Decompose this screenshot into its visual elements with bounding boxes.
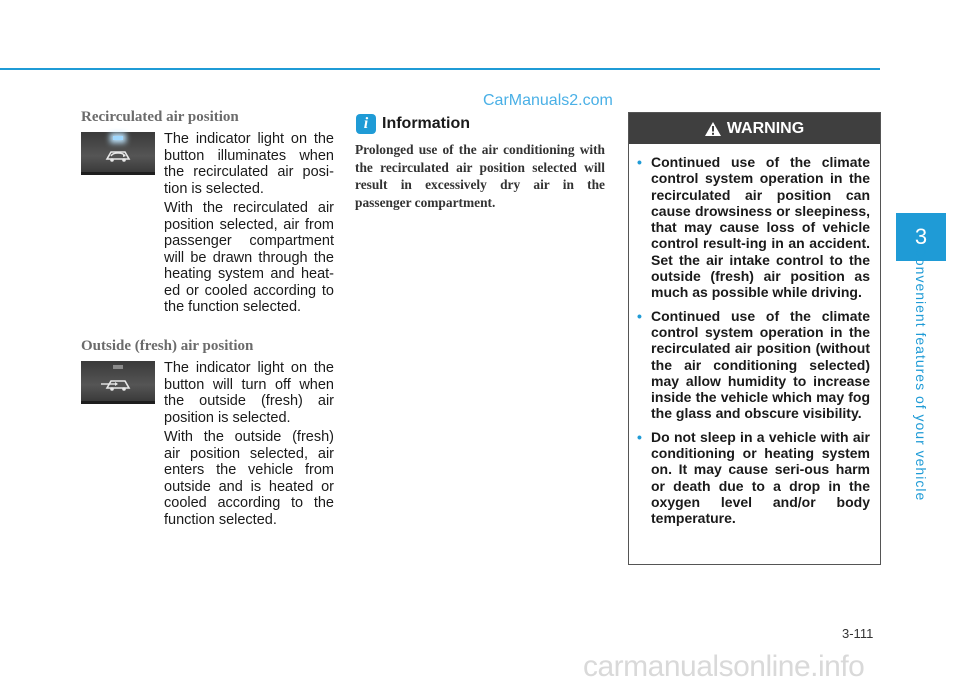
warning-item-text: Continued use of the climate control system operation in the recirculated air position can cause drowsiness or sleepiness, that may cause loss of vehicle control result-ing in an accident. Set the air intake control to the outside (fresh) air position as much as possible while driving. <box>651 154 870 301</box>
warning-item <box>637 308 870 422</box>
warning-item-text: Continued use of the climate control system operation in the recirculated air position (without the air conditioning selected) may allow humidity to increase inside the vehicle which may fog the glass and obscure visibility. <box>651 307 870 422</box>
recirculate-car-icon <box>81 132 155 172</box>
chapter-title-vertical: Convenient features of your vehicle <box>913 246 929 502</box>
warning-list <box>629 144 880 527</box>
outside-heading: Outside (fresh) air position <box>81 338 254 354</box>
outside-button-image <box>81 361 155 404</box>
recirculated-paragraph-1: The indicator light on the button illuminates when the recirculated air posi-tion is selected. <box>164 131 334 197</box>
bullet-icon: • <box>637 428 642 445</box>
recirculated-paragraph-2: With the recirculated air position selected, air from passenger compartment will be drawn through the heating system and heat-ed or cooled according to the function selected. <box>164 200 334 315</box>
warning-item <box>637 154 870 301</box>
warning-header <box>629 113 880 144</box>
warning-item-text: Do not sleep in a vehicle with air conditioning or heating system on. It may cause seri-ous harm or death due to a drop in the oxygen level and/or body temperature. <box>651 428 870 527</box>
information-title: Information <box>382 115 470 132</box>
header-rule <box>0 68 880 70</box>
information-icon: i <box>356 114 376 134</box>
page-number: 3-111 <box>842 626 874 641</box>
information-body: Prolonged use of the air conditioning with the recirculated air position selected will result in excessively dry air in the passenger compartment. <box>355 142 605 210</box>
watermark-bottom: carmanualsonline.info <box>583 650 865 683</box>
outside-paragraph-2: With the outside (fresh) air position selected, air enters the vehicle from outside and is heated or cooled according to the function selected. <box>164 429 334 528</box>
bullet-icon: • <box>637 154 642 170</box>
chapter-number-tab: 3 <box>896 213 946 261</box>
warning-title: WARNING <box>726 119 805 137</box>
warning-box <box>628 112 881 565</box>
recirculated-heading: Recirculated air position <box>81 109 239 125</box>
recirculated-button-image <box>81 132 155 175</box>
watermark-top: CarManuals2.com <box>483 92 613 109</box>
warning-triangle-icon <box>705 122 721 136</box>
fresh-air-car-icon <box>81 361 155 401</box>
outside-paragraph-1: The indicator light on the button will turn off when the outside (fresh) air position is selected. <box>164 360 334 426</box>
bullet-icon: • <box>637 307 642 324</box>
warning-item <box>637 429 870 527</box>
